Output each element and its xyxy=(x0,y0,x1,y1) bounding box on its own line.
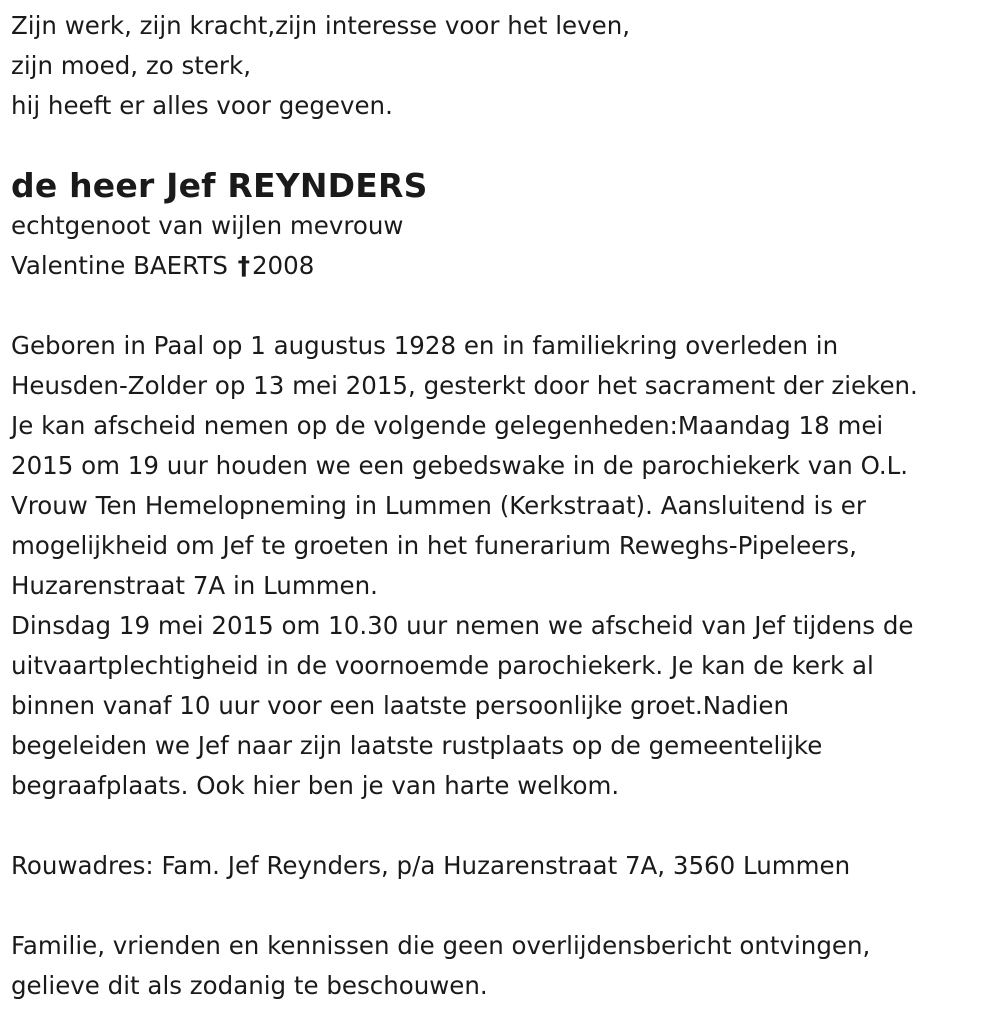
body-line: Heusden-Zolder op 13 mei 2015, gesterkt door het sacrament der zieken. xyxy=(11,371,918,400)
body-line: 2015 om 19 uur houden we een gebedswake in de parochiekerk van O.L. xyxy=(11,451,909,480)
body-line: begraafplaats. Ook hier ben je van harte welkom. xyxy=(11,771,620,800)
spacer xyxy=(11,886,996,926)
closing-note xyxy=(11,926,996,1006)
relation-line: echtgenoot van wijlen mevrouw xyxy=(11,211,404,240)
deceased-name: de heer Jef REYNDERS xyxy=(11,166,428,205)
poem-line: hij heeft er alles voor gegeven. xyxy=(11,91,393,120)
body-line: binnen vanaf 10 uur voor een laatste persoonlijke groet.Nadien xyxy=(11,691,790,720)
body-line: mogelijkheid om Jef te groeten in het funerarium Reweghs-Pipeleers, xyxy=(11,531,857,560)
spacer xyxy=(11,126,996,166)
body-line: Dinsdag 19 mei 2015 om 10.30 uur nemen we afscheid van Jef tijdens de xyxy=(11,611,914,640)
poem xyxy=(11,6,996,126)
body-line: Je kan afscheid nemen op de volgende gelegenheden:Maandag 18 mei xyxy=(11,411,884,440)
closing-line: Familie, vrienden en kennissen die geen overlijdensbericht ontvingen, xyxy=(11,931,871,960)
mourning-address: Rouwadres: Fam. Jef Reynders, p/a Huzarenstraat 7A, 3560 Lummen xyxy=(11,851,851,880)
spacer xyxy=(11,806,996,846)
body-text xyxy=(11,326,996,806)
poem-line: zijn moed, zo sterk, xyxy=(11,51,251,80)
spacer xyxy=(11,286,996,326)
spouse-death-year: 2008 xyxy=(251,251,315,280)
body-line: begeleiden we Jef naar zijn laatste rustplaats op de gemeentelijke xyxy=(11,731,823,760)
spouse-name: Valentine BAERTS xyxy=(11,251,228,280)
cross-icon: † xyxy=(237,251,250,280)
spouse-line xyxy=(11,246,996,286)
obituary-document xyxy=(11,6,996,1006)
poem-line: Zijn werk, zijn kracht,zijn interesse voor het leven, xyxy=(11,11,631,40)
closing-line: gelieve dit als zodanig te beschouwen. xyxy=(11,971,488,1000)
body-line: uitvaartplechtigheid in de voornoemde parochiekerk. Je kan de kerk al xyxy=(11,651,874,680)
body-line: Huzarenstraat 7A in Lummen. xyxy=(11,571,378,600)
body-line: Geboren in Paal op 1 augustus 1928 en in familiekring overleden in xyxy=(11,331,839,360)
body-line: Vrouw Ten Hemelopneming in Lummen (Kerkstraat). Aansluitend is er xyxy=(11,491,866,520)
